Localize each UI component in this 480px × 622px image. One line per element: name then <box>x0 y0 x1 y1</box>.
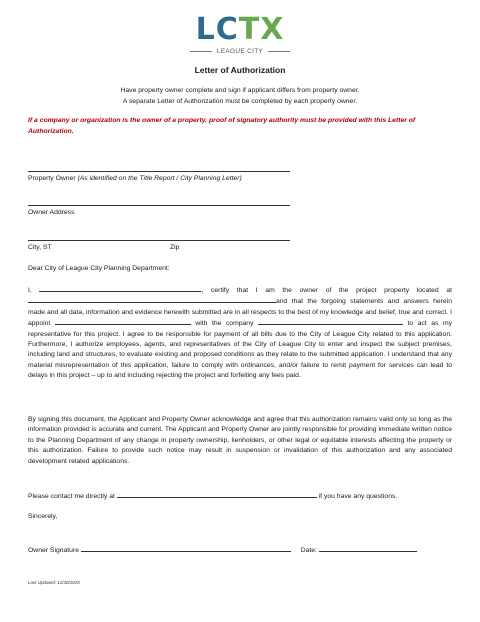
league-city-logo <box>0 14 480 55</box>
intro-line-2: A separate Letter of Authorization must be completed by each property owner. <box>122 97 358 105</box>
para1-a: I, <box>28 287 32 294</box>
property-owner-label <box>28 175 242 182</box>
para1-c: and that the forgoing statements and answers herein made and all data, information and evidence herewith submitted are in all respects to the best of my knowledge and belief, true and correct. I appoint <box>28 298 452 328</box>
intro-line-1: Have property owner complete and sign if applicant differs from property owner. <box>120 87 360 94</box>
para1-b: , certify that I am the owner of the project property located at <box>201 287 453 294</box>
acknowledgement-paragraph: By signing this document, the Applicant and Property Owner acknowledge and agree that this authorization remains valid only so long as the information provided is accurate and current. The Applicant and Property Owner are jointly responsible for providing immediate written notice to the Planning Department of any change in property ownership, lienholders, or other legal or equitable interests affecting the property or this authorization. Failure to provide such notice may result in suspension or invalidation of this authorization and any associated development related applications. <box>28 416 452 465</box>
representative-company-blank[interactable] <box>258 318 403 325</box>
contact-before: Please contact me directly at <box>28 493 115 500</box>
logo-subtitle-text: LEAGUE CITY <box>216 48 264 55</box>
logo-tx: TX <box>238 12 285 47</box>
closing: Sincerely, <box>28 513 58 520</box>
logo-subtitle <box>0 48 480 55</box>
representative-name-blank[interactable] <box>55 318 191 325</box>
owner-name-blank[interactable] <box>39 285 201 292</box>
contact-line <box>28 491 452 502</box>
para1-e: to act as my representative for this project. I agree to be responsible for payment of all bills due to the City of League City related to this application. Furthermore, I authorize employees, agents, and representatives of the City of League City to enter and inspect the subject premises, including land and structures, to evaluate existing and proposed conditions as they relate to the submitted application. I understand that any material misrepresentation of this application, failure to comply with ordinances, and/or failure to remit payment for services can lead to delays in this project – up to and including rejecting the project and forfeiting any fees paid. <box>28 320 453 380</box>
owner-address-label: Owner Address <box>28 209 75 216</box>
owner-address-field[interactable] <box>28 205 290 206</box>
logo-rule-left <box>190 51 212 52</box>
authorization-paragraph <box>28 285 452 382</box>
property-owner-label-text: Property Owner <box>28 175 76 182</box>
document-title: Letter of Authorization <box>194 65 286 75</box>
property-owner-note: (As identified on the Title Report / City Planning Letter) <box>77 175 242 182</box>
intro-text <box>0 86 480 107</box>
para1-d: with the company <box>195 320 254 328</box>
contact-info-blank[interactable] <box>117 491 317 498</box>
property-owner-field[interactable] <box>28 171 290 172</box>
property-location-blank[interactable] <box>28 296 276 303</box>
signature-line <box>28 545 452 556</box>
owner-signature-field[interactable] <box>81 545 291 552</box>
owner-signature-label: Owner Signature <box>28 547 80 554</box>
signatory-notice: If a company or organization is the owner of a property, proof of signatory authority must be provided with this Letter of Authorization. <box>28 117 416 135</box>
logo-lc: LC <box>195 12 239 47</box>
logo-mark <box>0 14 480 46</box>
logo-rule-right <box>268 51 290 52</box>
zip-label: Zip <box>170 244 180 251</box>
city-state-label: City, ST <box>28 244 52 251</box>
last-updated-note: Last Updated: 12/30/2025 <box>28 580 80 585</box>
date-field[interactable] <box>319 545 417 552</box>
salutation: Dear City of League City Planning Department: <box>28 265 170 272</box>
city-state-zip-field[interactable] <box>28 240 290 241</box>
contact-after: if you have any questions. <box>318 493 398 500</box>
date-label: Date: <box>300 547 317 554</box>
